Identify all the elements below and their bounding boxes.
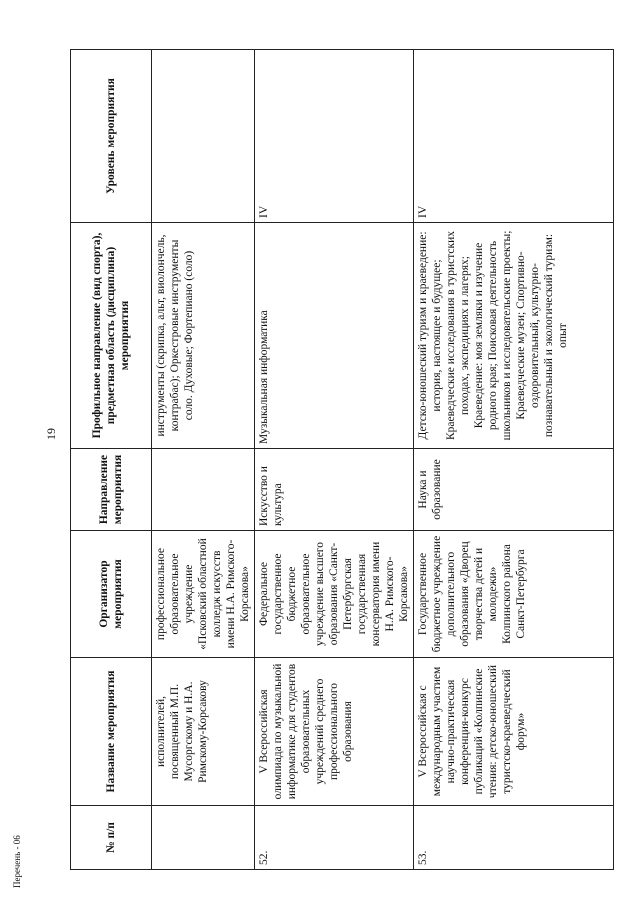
header-direction: Направление мероприятия xyxy=(71,449,152,531)
row-organizer: профессиональное образовательное учреждение «Псковский областной колледж искусств имени Н.А. Римского-Корсакова» xyxy=(152,531,255,658)
header-num: № п/п xyxy=(71,806,152,870)
row-direction: Наука и образование xyxy=(414,449,614,531)
table-row xyxy=(255,50,414,870)
table-header-row xyxy=(71,50,152,870)
header-profile: Профильное направление (вид спорта), предметная область (дисциплина) мероприятия xyxy=(71,223,152,449)
table-row xyxy=(152,50,255,870)
row-profile: Музыкальная информатика xyxy=(255,223,414,449)
page-number: 19 xyxy=(44,428,58,440)
events-table xyxy=(70,49,614,870)
row-name: V Всероссийская олимпиада по музыкальной информатике для студентов образовательных учреждений среднего профессионального образования xyxy=(255,658,414,806)
row-profile: Детско-юношеский туризм и краеведение: история, настоящее и будущее; Краеведческие исследования в туристских походах, экспедициях и лагерях; Краеведение: моя земляки и изучение родного края; Поисковая деятельность школьников и исследовательские проекты; Краеведческие музеи; Спортивно-оздоровительный, культурно-познавательный и экологический туризм: опыт xyxy=(414,223,614,449)
row-level: IV xyxy=(414,50,614,223)
footer-note: Перечень - 06 xyxy=(12,835,22,888)
header-level: Уровень мероприятия xyxy=(71,50,152,223)
header-name: Название мероприятия xyxy=(71,658,152,806)
row-profile: инструменты (скрипка, альт, виолончель, контрабас); Оркестровые инструменты соло. Духовые; Фортепиано (соло) xyxy=(152,223,255,449)
row-num xyxy=(152,806,255,870)
row-name: исполнителей, посвященный М.П. Мусоргскому и Н.А. Римскому-Корсакову xyxy=(152,658,255,806)
row-name: V Всероссийская с международным участием научно-практическая конференция-конкурс публикаций «Колпинские чтения: детско-юношеский туристско-краеведческий форум» xyxy=(414,658,614,806)
row-organizer: Государственное бюджетное учреждение дополнительного образования «Дворец творчества детей и молодежи» Колпинского района Санкт-Петербурга xyxy=(414,531,614,658)
table-row xyxy=(414,50,614,870)
header-organizer: Организатор мероприятия xyxy=(71,531,152,658)
row-level: IV xyxy=(255,50,414,223)
row-direction: Искусство и культура xyxy=(255,449,414,531)
row-direction xyxy=(152,449,255,531)
row-level xyxy=(152,50,255,223)
row-num: 53. xyxy=(414,806,614,870)
row-organizer: Федеральное государственное бюджетное образовательное учреждение высшего образования «Санкт-Петербургская государственная консерватория имени Н.А. Римского-Корсакова» xyxy=(255,531,414,658)
row-num: 52. xyxy=(255,806,414,870)
events-table-wrapper xyxy=(70,50,589,870)
